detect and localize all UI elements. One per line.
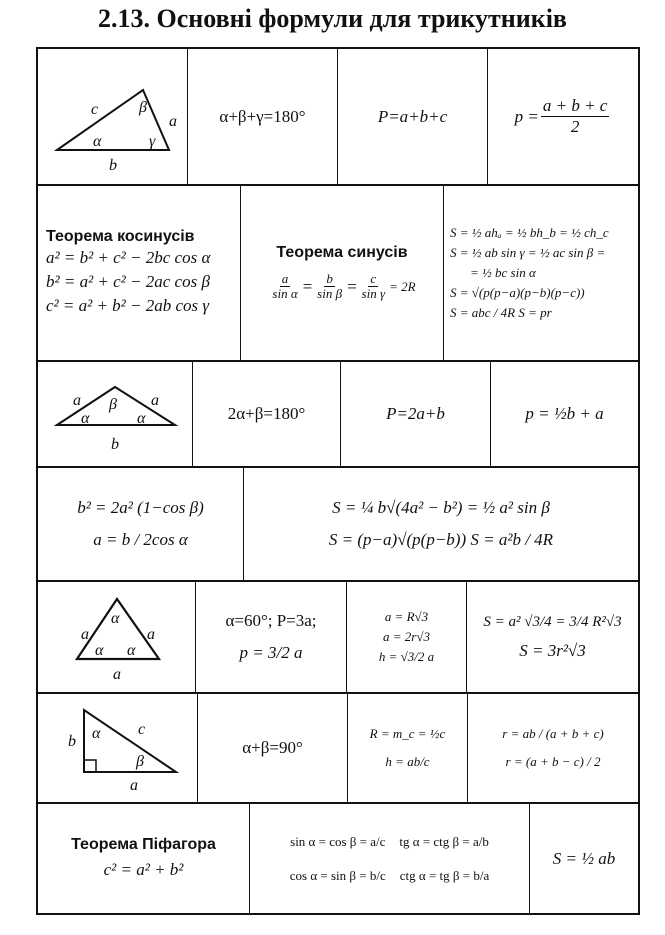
isosceles-triangle-figure <box>38 362 193 466</box>
rt-circumradius: R = m_c = ½c <box>369 726 446 741</box>
pythagoras-heading: Теорема Піфагора <box>71 835 216 853</box>
iso-semiperimeter-cell <box>491 362 638 466</box>
eq-label-a-right: a <box>146 626 155 643</box>
cosine-law-c: c² = a² + b² − 2ab cos γ <box>46 296 210 315</box>
iso-perimeter-formula: P=2a+b <box>386 404 445 423</box>
rt-label-b: b <box>67 733 76 750</box>
eq-label-alpha-left: α <box>94 642 103 659</box>
sine-den-gamma: sin γ <box>361 286 386 302</box>
angle-sum-formula: α+β+γ=180° <box>219 106 306 126</box>
semiperimeter-lhs: p = <box>514 106 539 126</box>
trig-row-2 <box>290 868 489 884</box>
iso-perimeter-cell <box>341 362 491 466</box>
area-by-sine-2: = ½ bc sin α <box>470 265 536 280</box>
sine-num-c: c <box>370 270 377 286</box>
sine-num-b: b <box>326 270 333 286</box>
trig-row-1 <box>290 834 489 850</box>
trig-ctg-line: ctg α = tg β = b/a <box>399 867 490 883</box>
rt-inradius-cell <box>468 694 638 802</box>
iso-side-formula: a = b / 2cos α <box>93 530 188 549</box>
pythagoras-cell <box>38 804 250 913</box>
semiperimeter-fraction <box>541 97 610 136</box>
eq-label-alpha-right: α <box>126 642 135 659</box>
formula-table <box>36 47 640 915</box>
pythagoras-formula: c² = a² + b² <box>103 859 184 879</box>
rt-inradius-1: r = ab / (a + b + c) <box>502 726 604 741</box>
label-gamma: γ <box>148 132 155 150</box>
eq-radius-cell <box>347 582 467 692</box>
rt-height: h = ab/c <box>385 754 430 769</box>
cosine-law-heading: Теорема косинусів <box>46 228 195 245</box>
rt-label-c: c <box>137 721 145 738</box>
sine-law-rhs: = 2R <box>389 278 416 294</box>
rt-angle-cell <box>198 694 348 802</box>
row-isosceles <box>38 362 638 468</box>
cosine-law-cell <box>38 186 241 360</box>
iso-area-formula-2: S = (p−a)√(p(p−b)) S = a²b / 4R <box>328 530 554 549</box>
sine-num-a: a <box>281 270 289 286</box>
iso-area-formula-1: S = ¼ b√(4a² − b²) = ½ a² sin β <box>332 498 550 517</box>
row-general-triangle <box>38 49 638 186</box>
iso-area-cell <box>244 468 638 580</box>
sine-law-formula: $\frac{a}{\text{sin α}}$ = $\frac{b}{\text{sin β}}$ = $\frac{c}{\text{sin γ}}$ = 2R <box>272 270 416 302</box>
rt-angle-formula: α+β=90° <box>242 738 303 757</box>
label-beta: β <box>138 98 147 116</box>
sine-law-heading: Теорема синусів <box>276 243 408 261</box>
rt-inradius-2: r = (a + b − c) / 2 <box>505 754 601 769</box>
area-by-height: S = ½ ahₐ = ½ bh_b = ½ ch_c <box>450 225 609 240</box>
trig-cos-line: cos α = sin β = b/c <box>289 867 386 883</box>
eq-a-circumradius: a = R√3 <box>384 609 429 624</box>
trig-tg-line: tg α = ctg β = a/b <box>399 833 489 849</box>
eq-a-inradius: a = 2r√3 <box>383 629 430 644</box>
row-pythagoras <box>38 804 638 913</box>
rt-label-a: a <box>129 777 138 794</box>
rt-label-beta: β <box>135 753 144 770</box>
eq-label-a-bottom: a <box>112 666 121 683</box>
sine-den-beta: sin β <box>317 286 343 302</box>
semiperimeter-cell <box>488 49 638 184</box>
rt-area-cell <box>530 804 638 913</box>
iso-label-b: b <box>111 436 119 453</box>
right-triangle-figure <box>38 694 198 802</box>
rt-area-formula: S = ½ ab <box>552 848 616 868</box>
rt-radius-cell <box>348 694 468 802</box>
iso-label-alpha-right: α <box>137 410 146 427</box>
label-b: b <box>108 156 117 172</box>
iso-cos-formula: b² = 2a² (1−cos β) <box>77 498 204 517</box>
eq-angle-perimeter: α=60°; P=3a; <box>225 611 317 630</box>
iso-label-beta: β <box>109 396 117 413</box>
sine-den-alpha: sin α <box>272 286 298 302</box>
eq-area-cell <box>467 582 638 692</box>
iso-semiperimeter-formula: p = ½b + a <box>525 404 604 423</box>
iso-label-a-left: a <box>73 392 81 409</box>
trig-ratios-cell <box>250 804 530 913</box>
iso-angle-cell <box>193 362 341 466</box>
eq-height: h = √3/2 a <box>378 649 435 664</box>
semiperimeter-numerator: a + b + c <box>542 95 608 115</box>
cosine-law-b: b² = a² + c² − 2ac cos β <box>46 272 210 291</box>
row-laws <box>38 186 638 362</box>
general-triangle-figure <box>38 49 188 184</box>
general-triangle-diagram <box>43 62 183 172</box>
label-alpha: α <box>92 132 101 150</box>
row-right-triangle <box>38 694 638 804</box>
sine-law-cell <box>241 186 444 360</box>
area-circumradius: S = abc / 4R S = pr <box>450 305 552 320</box>
iso-label-a-right: a <box>151 392 159 409</box>
area-heron: S = √(p(p−a)(p−b)(p−c)) <box>450 285 585 300</box>
eq-semiperimeter: p = 3/2 a <box>239 643 303 662</box>
iso-cos-cell <box>38 468 244 580</box>
perimeter-cell <box>338 49 488 184</box>
eq-label-a-left: a <box>80 626 89 643</box>
eq-angle-cell <box>196 582 347 692</box>
area-by-sine-1: S = ½ ab sin γ = ½ ac sin β = <box>450 245 606 260</box>
label-c: c <box>90 100 98 118</box>
row-equilateral <box>38 582 638 694</box>
area-formulas-cell <box>444 186 638 360</box>
row-isosceles-formulas <box>38 468 638 582</box>
iso-angle-formula: 2α+β=180° <box>227 404 306 423</box>
iso-label-alpha-left: α <box>81 410 90 427</box>
equilateral-triangle-diagram <box>47 587 187 687</box>
label-a: a <box>168 112 177 130</box>
angle-sum-cell <box>188 49 338 184</box>
equilateral-triangle-figure <box>38 582 196 692</box>
eq-area-formula-1: S = a² √3/4 = 3/4 R²√3 <box>483 613 622 630</box>
cosine-law-a: a² = b² + c² − 2bc cos α <box>46 248 211 267</box>
semiperimeter-denominator: 2 <box>570 116 580 136</box>
right-triangle-diagram <box>48 698 188 798</box>
eq-label-alpha-top: α <box>110 610 119 627</box>
eq-area-formula-2: S = 3r²√3 <box>519 640 586 660</box>
isosceles-triangle-diagram <box>45 369 185 459</box>
rt-label-alpha: α <box>91 725 100 742</box>
perimeter-formula: P=a+b+c <box>377 106 448 126</box>
trig-sin-line: sin α = cos β = a/c <box>290 833 386 849</box>
page-title: 2.13. Основні формули для трикутників <box>98 4 567 33</box>
